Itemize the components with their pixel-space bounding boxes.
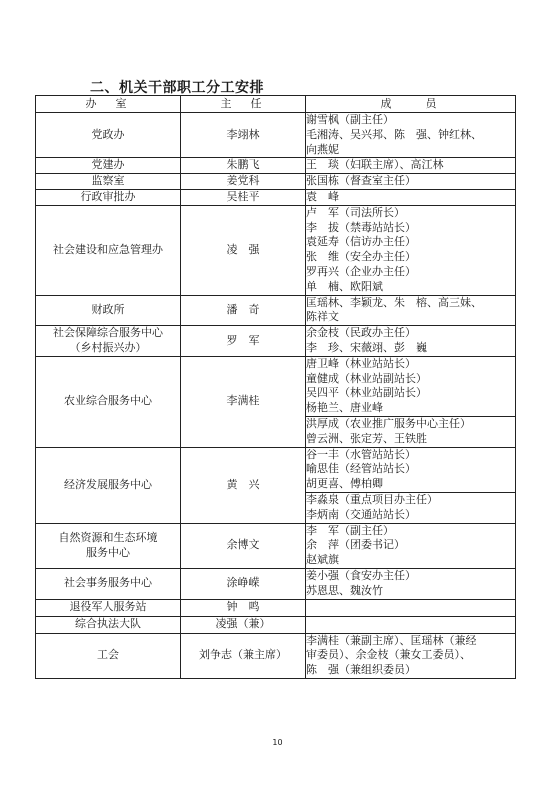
office-name-cell bbox=[36, 189, 181, 205]
member-line: 曾云洲、张定芳、王铁胜 bbox=[306, 431, 427, 445]
office-name-cell bbox=[36, 599, 181, 616]
members-cell bbox=[306, 416, 516, 447]
column-header-office: 办 室 bbox=[36, 96, 181, 113]
column-header-members: 成 员 bbox=[306, 96, 516, 113]
table-row bbox=[36, 326, 516, 357]
office-name-line: 社会保障综合服务中心 bbox=[53, 326, 163, 340]
member-line: 洪厚成（农业推广服务中心主任） bbox=[306, 416, 471, 430]
table-row bbox=[36, 295, 516, 326]
office-name-cell bbox=[36, 174, 181, 190]
office-name-line: 服务中心 bbox=[86, 545, 130, 559]
office-name-line: 自然资源和生态环境 bbox=[58, 530, 158, 544]
members-cell bbox=[306, 356, 516, 416]
member-line: 王 琰（妇联主席）、高江林 bbox=[306, 158, 444, 172]
office-name-line: 社会事务服务中心 bbox=[64, 576, 152, 590]
members-cell bbox=[306, 205, 516, 295]
member-line: 吴四平（林业站副站长） bbox=[306, 386, 427, 400]
office-name-cell bbox=[36, 326, 181, 357]
table-row bbox=[36, 599, 516, 616]
member-line: 李 珍、宋薇翊、彭 巍 bbox=[306, 340, 427, 354]
member-line: 袁延寿（信访办主任） bbox=[306, 235, 416, 249]
office-name-line: 农业综合服务中心 bbox=[64, 394, 152, 408]
office-name-cell bbox=[36, 113, 181, 158]
member-line: 袁 峰 bbox=[306, 189, 339, 203]
member-line: 陈祥文 bbox=[306, 310, 339, 324]
office-name-cell bbox=[36, 356, 181, 447]
member-line: 杨艳兰、唐业峰 bbox=[306, 401, 383, 415]
member-line: 余 萍（团委书记） bbox=[306, 538, 405, 552]
director-cell: 凌强（兼） bbox=[181, 616, 306, 633]
table-row bbox=[36, 174, 516, 190]
office-name-cell bbox=[36, 295, 181, 326]
member-line: 唐卫峰（林业站站长） bbox=[306, 356, 416, 370]
table-row bbox=[36, 633, 516, 678]
member-line: 毛湘涛、吴兴邦、陈 强、钟红林、 bbox=[306, 127, 482, 141]
member-line: 卢 军（司法所长） bbox=[306, 205, 405, 219]
members-cell bbox=[306, 633, 516, 678]
office-name-cell bbox=[36, 523, 181, 568]
director-cell: 罗 军 bbox=[181, 326, 306, 357]
office-name-line: 财政所 bbox=[91, 302, 125, 316]
office-name-cell bbox=[36, 447, 181, 523]
member-line: 李淼泉（重点项目办主任） bbox=[306, 492, 438, 506]
members-cell bbox=[306, 523, 516, 568]
director-cell: 潘 奇 bbox=[181, 295, 306, 326]
member-line: 胡更喜、傅柏卿 bbox=[306, 477, 383, 491]
staff-assignment-table bbox=[35, 95, 516, 679]
member-line: 匡瑶林、李颖龙、朱 榕、高三妹、 bbox=[306, 295, 482, 309]
member-line: 李炳南（交通站站长） bbox=[306, 507, 416, 521]
table-row bbox=[36, 189, 516, 205]
member-line: 李满桂（兼副主席）、匡瑶林（兼经 bbox=[306, 633, 477, 647]
member-line: 陈 强（兼组织委员） bbox=[306, 663, 416, 677]
director-cell: 刘争志（兼主席） bbox=[181, 633, 306, 678]
office-name-line: 综合执法大队 bbox=[75, 617, 141, 631]
director-cell: 吴桂平 bbox=[181, 189, 306, 205]
column-header-director: 主 任 bbox=[181, 96, 306, 113]
table-row bbox=[36, 523, 516, 568]
member-line: 李 军（副主任） bbox=[306, 523, 394, 537]
office-name-line: 党政办 bbox=[91, 127, 125, 141]
member-line: 谢雪枫（副主任） bbox=[306, 113, 394, 126]
office-name-cell bbox=[36, 568, 181, 599]
members-cell bbox=[306, 113, 516, 158]
members-cell bbox=[306, 326, 516, 357]
director-cell: 李翊林 bbox=[181, 113, 306, 158]
members-cell bbox=[306, 189, 516, 205]
table-row bbox=[36, 616, 516, 633]
director-cell: 钟 鸣 bbox=[181, 599, 306, 616]
office-name-line: 监察室 bbox=[91, 174, 125, 188]
director-cell: 朱鹏飞 bbox=[181, 158, 306, 174]
table-row bbox=[36, 568, 516, 599]
table-row bbox=[36, 356, 516, 416]
members-cell bbox=[306, 447, 516, 492]
office-name-cell bbox=[36, 633, 181, 678]
member-line: 余金枝（民政办主任） bbox=[306, 326, 416, 340]
member-line: 谷一丰（水管站站长） bbox=[306, 447, 416, 461]
members-cell bbox=[306, 174, 516, 190]
member-line: 张国栋（督查室主任） bbox=[306, 174, 416, 188]
office-name-cell bbox=[36, 158, 181, 174]
director-cell: 黄 兴 bbox=[181, 447, 306, 523]
table-row bbox=[36, 205, 516, 295]
office-name-line: 社会建设和应急管理办 bbox=[53, 242, 163, 256]
director-cell: 余博文 bbox=[181, 523, 306, 568]
member-line: 姜小强（食安办主任） bbox=[306, 568, 416, 582]
office-name-cell bbox=[36, 205, 181, 295]
member-line: 张 维（安全办主任） bbox=[306, 250, 416, 264]
director-cell: 凌 强 bbox=[181, 205, 306, 295]
members-cell bbox=[306, 492, 516, 523]
director-cell: 姜党科 bbox=[181, 174, 306, 190]
member-line: 单 楠、欧阳斌 bbox=[306, 279, 383, 293]
members-cell bbox=[306, 616, 516, 633]
table-row bbox=[36, 447, 516, 492]
members-cell bbox=[306, 568, 516, 599]
members-cell bbox=[306, 599, 516, 616]
director-cell: 李满桂 bbox=[181, 356, 306, 447]
member-line: 审委员）、余金枝（兼女工委员）、 bbox=[306, 648, 471, 662]
member-line: 赵斌旗 bbox=[306, 553, 339, 567]
table-row bbox=[36, 113, 516, 158]
member-line: 李 拔（禁毒站站长） bbox=[306, 220, 416, 234]
member-line: 喻思佳（经管站站长） bbox=[306, 462, 416, 476]
office-name-line: （乡村振兴办） bbox=[69, 340, 147, 354]
section-title: 二、机关干部职工分工安排 bbox=[90, 80, 264, 96]
members-cell bbox=[306, 295, 516, 326]
office-name-line: 退役军人服务站 bbox=[69, 600, 147, 614]
office-name-line: 经济发展服务中心 bbox=[64, 477, 152, 491]
office-name-line: 行政审批办 bbox=[80, 189, 136, 203]
office-name-line: 工会 bbox=[97, 648, 119, 662]
member-line: 罗再兴（企业办主任） bbox=[306, 264, 416, 278]
member-line: 向燕妮 bbox=[306, 142, 339, 156]
members-cell bbox=[306, 158, 516, 174]
table-body bbox=[36, 113, 516, 679]
page-number: 10 bbox=[272, 738, 283, 747]
member-line: 苏恩思、魏汝竹 bbox=[306, 583, 383, 597]
table-row bbox=[36, 158, 516, 174]
table-header-row bbox=[36, 96, 516, 113]
member-line: 童健成（林业站副站长） bbox=[306, 371, 427, 385]
office-name-cell bbox=[36, 616, 181, 633]
director-cell: 涂峥嵘 bbox=[181, 568, 306, 599]
office-name-line: 党建办 bbox=[91, 158, 125, 172]
